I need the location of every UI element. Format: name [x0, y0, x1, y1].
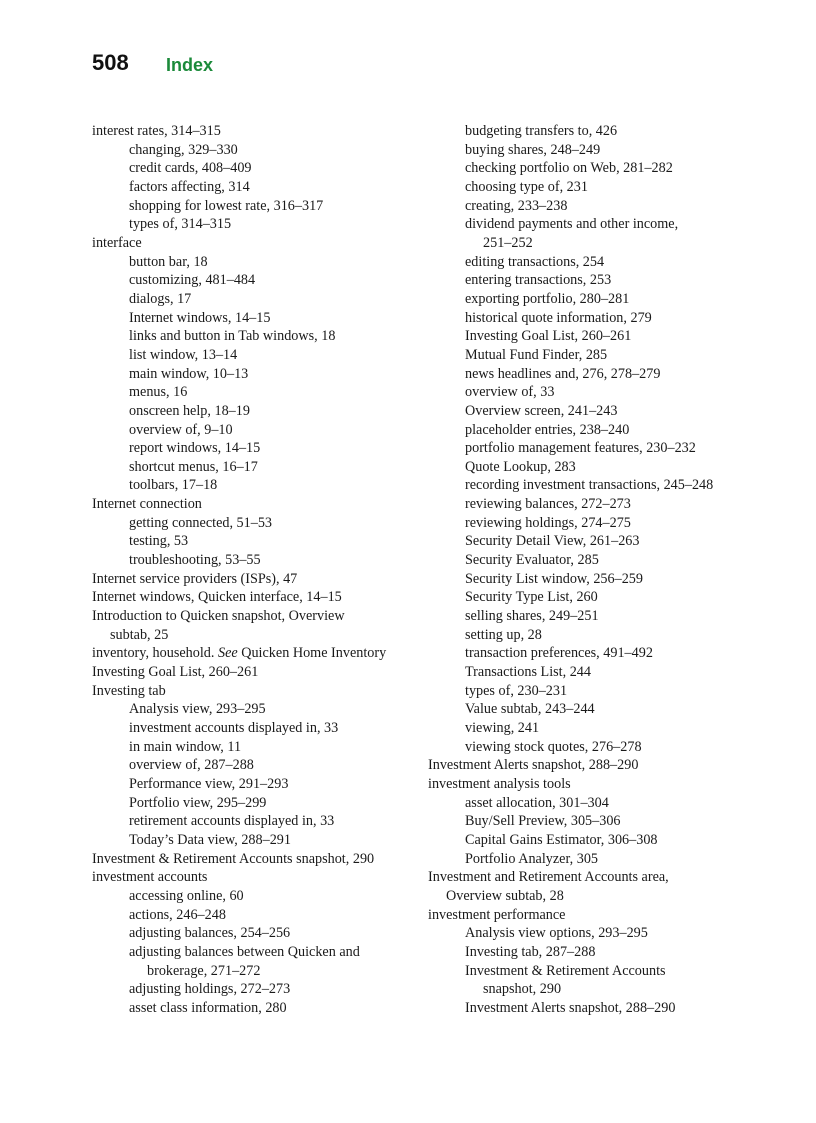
index-entry: investment analysis tools: [428, 775, 571, 792]
index-subentry: shortcut menus, 16–17: [129, 458, 258, 475]
page-number: 508: [92, 50, 129, 75]
index-subentry: Internet windows, 14–15: [129, 309, 271, 326]
index-subentry: Overview screen, 241–243: [465, 402, 618, 419]
see-reference: See: [217, 645, 238, 662]
index-subentry: investment accounts displayed in, 33: [129, 720, 339, 736]
index-subentry: types of, 230–231: [465, 682, 568, 699]
index-subentry: changing, 329–330: [129, 141, 238, 158]
index-subentry: entering transactions, 253: [465, 272, 612, 289]
index-subentry: checking portfolio on Web, 281–282: [465, 160, 673, 177]
index-subentry: Investing Goal List, 260–261: [465, 328, 632, 345]
index-subentry: Today’s Data view, 288–291: [129, 831, 291, 848]
index-subentry: menus, 16: [129, 384, 188, 401]
index-subentry: list window, 13–14: [129, 346, 238, 363]
index-column-right: [428, 122, 758, 1018]
index-subentry: overview of, 33: [465, 384, 555, 401]
index-subentry: actions, 246–248: [129, 906, 226, 923]
index-subentry: toolbars, 17–18: [129, 477, 218, 494]
index-subentry: exporting portfolio, 280–281: [465, 290, 630, 307]
index-subentry: Buy/Sell Preview, 305–306: [465, 813, 621, 830]
index-subentry: Quote Lookup, 283: [465, 458, 576, 475]
index-subentry: recording investment transactions, 245–248: [465, 477, 714, 494]
index-subentry: Portfolio view, 295–299: [129, 794, 267, 811]
index-entry: Introduction to Quicken snapshot, Overview: [92, 608, 345, 625]
index-subentry: Security Type List, 260: [465, 589, 598, 606]
index-subentry: Investment & Retirement Accounts: [465, 962, 666, 979]
index-subentry: testing, 53: [129, 533, 189, 550]
index-entry: [92, 644, 422, 663]
index-subentry: creating, 233–238: [465, 197, 568, 214]
index-subentry: adjusting balances, 254–256: [129, 925, 291, 942]
index-entry: Internet service providers (ISPs), 47: [92, 570, 298, 587]
index-entry: investment performance: [428, 906, 566, 923]
index-subentry: button bar, 18: [129, 253, 208, 270]
index-entry-continuation: snapshot, 290: [483, 981, 562, 998]
index-subentry: types of, 314–315: [129, 216, 232, 233]
index-subentry: reviewing balances, 272–273: [465, 496, 631, 513]
index-subentry: transaction preferences, 491–492: [465, 645, 653, 662]
index-entry-continuation: brokerage, 271–272: [147, 962, 261, 979]
index-subentry: Investment Alerts snapshot, 288–290: [465, 999, 676, 1016]
index-subentry: adjusting balances between Quicken and: [129, 943, 360, 960]
index-column-left: [92, 122, 422, 1018]
index-entry-continuation: subtab, 25: [110, 626, 169, 643]
index-entry: Internet windows, Quicken interface, 14–15: [92, 589, 342, 606]
index-subentry: buying shares, 248–249: [465, 141, 601, 158]
index-subentry: main window, 10–13: [129, 365, 249, 382]
index-subentry: Security Evaluator, 285: [465, 552, 599, 569]
index-subentry: retirement accounts displayed in, 33: [129, 813, 335, 830]
index-subentry: credit cards, 408–409: [129, 160, 252, 177]
index-subentry: asset class information, 280: [129, 999, 287, 1016]
index-subentry: shopping for lowest rate, 316–317: [129, 197, 324, 214]
index-subentry: in main window, 11: [129, 738, 242, 755]
index-entry: Investment & Retirement Accounts snapshot, 290: [92, 850, 375, 867]
entry-text: Quicken Home Inventory: [237, 645, 387, 662]
index-subentry: customizing, 481–484: [129, 272, 256, 289]
index-subentry: asset allocation, 301–304: [465, 794, 609, 811]
index-subentry: viewing, 241: [465, 720, 540, 736]
index-subentry: accessing online, 60: [129, 887, 244, 904]
index-subentry: dividend payments and other income,: [465, 216, 679, 233]
index-subentry: reviewing holdings, 274–275: [465, 514, 631, 531]
index-subentry: report windows, 14–15: [129, 440, 261, 457]
index-entry: Investing tab: [92, 682, 166, 699]
index-entry: investment accounts: [92, 869, 208, 886]
index-entry: Investment and Retirement Accounts area,: [428, 869, 669, 886]
index-subentry: getting connected, 51–53: [129, 514, 273, 531]
index-subentry: Investing tab, 287–288: [465, 943, 596, 960]
index-subentry: placeholder entries, 238–240: [465, 421, 630, 438]
index-subentry: overview of, 287–288: [129, 757, 254, 774]
index-subentry: Value subtab, 243–244: [465, 701, 595, 718]
index-subentry: Performance view, 291–293: [129, 775, 289, 792]
index-subentry: portfolio management features, 230–232: [465, 440, 696, 457]
index-subentry: dialogs, 17: [129, 290, 192, 307]
index-subentry: Analysis view options, 293–295: [465, 925, 648, 942]
index-subentry: Capital Gains Estimator, 306–308: [465, 831, 658, 848]
index-entry: interface: [92, 234, 142, 251]
index-subentry: budgeting transfers to, 426: [465, 123, 618, 139]
index-subentry: Portfolio Analyzer, 305: [465, 850, 599, 867]
index-subentry: choosing type of, 231: [465, 178, 588, 195]
index-subentry: news headlines and, 276, 278–279: [465, 365, 661, 382]
index-entry: Internet connection: [92, 496, 202, 513]
index-subentry: Security List window, 256–259: [465, 570, 643, 587]
index-subentry: setting up, 28: [465, 626, 542, 643]
index-entry: Investing Goal List, 260–261: [92, 664, 259, 681]
index-subentry: adjusting holdings, 272–273: [129, 981, 291, 998]
index-subentry: selling shares, 249–251: [465, 608, 599, 625]
index-subentry: onscreen help, 18–19: [129, 402, 250, 419]
index-subentry: factors affecting, 314: [129, 178, 250, 195]
index-subentry: editing transactions, 254: [465, 253, 605, 270]
index-entry: interest rates, 314–315: [92, 123, 221, 139]
index-entry: Investment Alerts snapshot, 288–290: [428, 757, 639, 774]
index-subentry: links and button in Tab windows, 18: [129, 328, 336, 345]
index-subentry: Security Detail View, 261–263: [465, 533, 640, 550]
index-subentry: Analysis view, 293–295: [129, 701, 266, 718]
index-subentry: viewing stock quotes, 276–278: [465, 738, 642, 755]
index-entry-continuation: 251–252: [483, 234, 533, 251]
index-subentry: Mutual Fund Finder, 285: [465, 346, 608, 363]
index-entry-continuation: Overview subtab, 28: [446, 887, 564, 904]
index-subentry: overview of, 9–10: [129, 421, 233, 438]
entry-text: inventory, household.: [92, 645, 218, 662]
index-subentry: historical quote information, 279: [465, 309, 652, 326]
index-subentry: troubleshooting, 53–55: [129, 552, 261, 569]
index-subentry: Transactions List, 244: [465, 664, 591, 681]
section-title: Index: [166, 55, 214, 75]
